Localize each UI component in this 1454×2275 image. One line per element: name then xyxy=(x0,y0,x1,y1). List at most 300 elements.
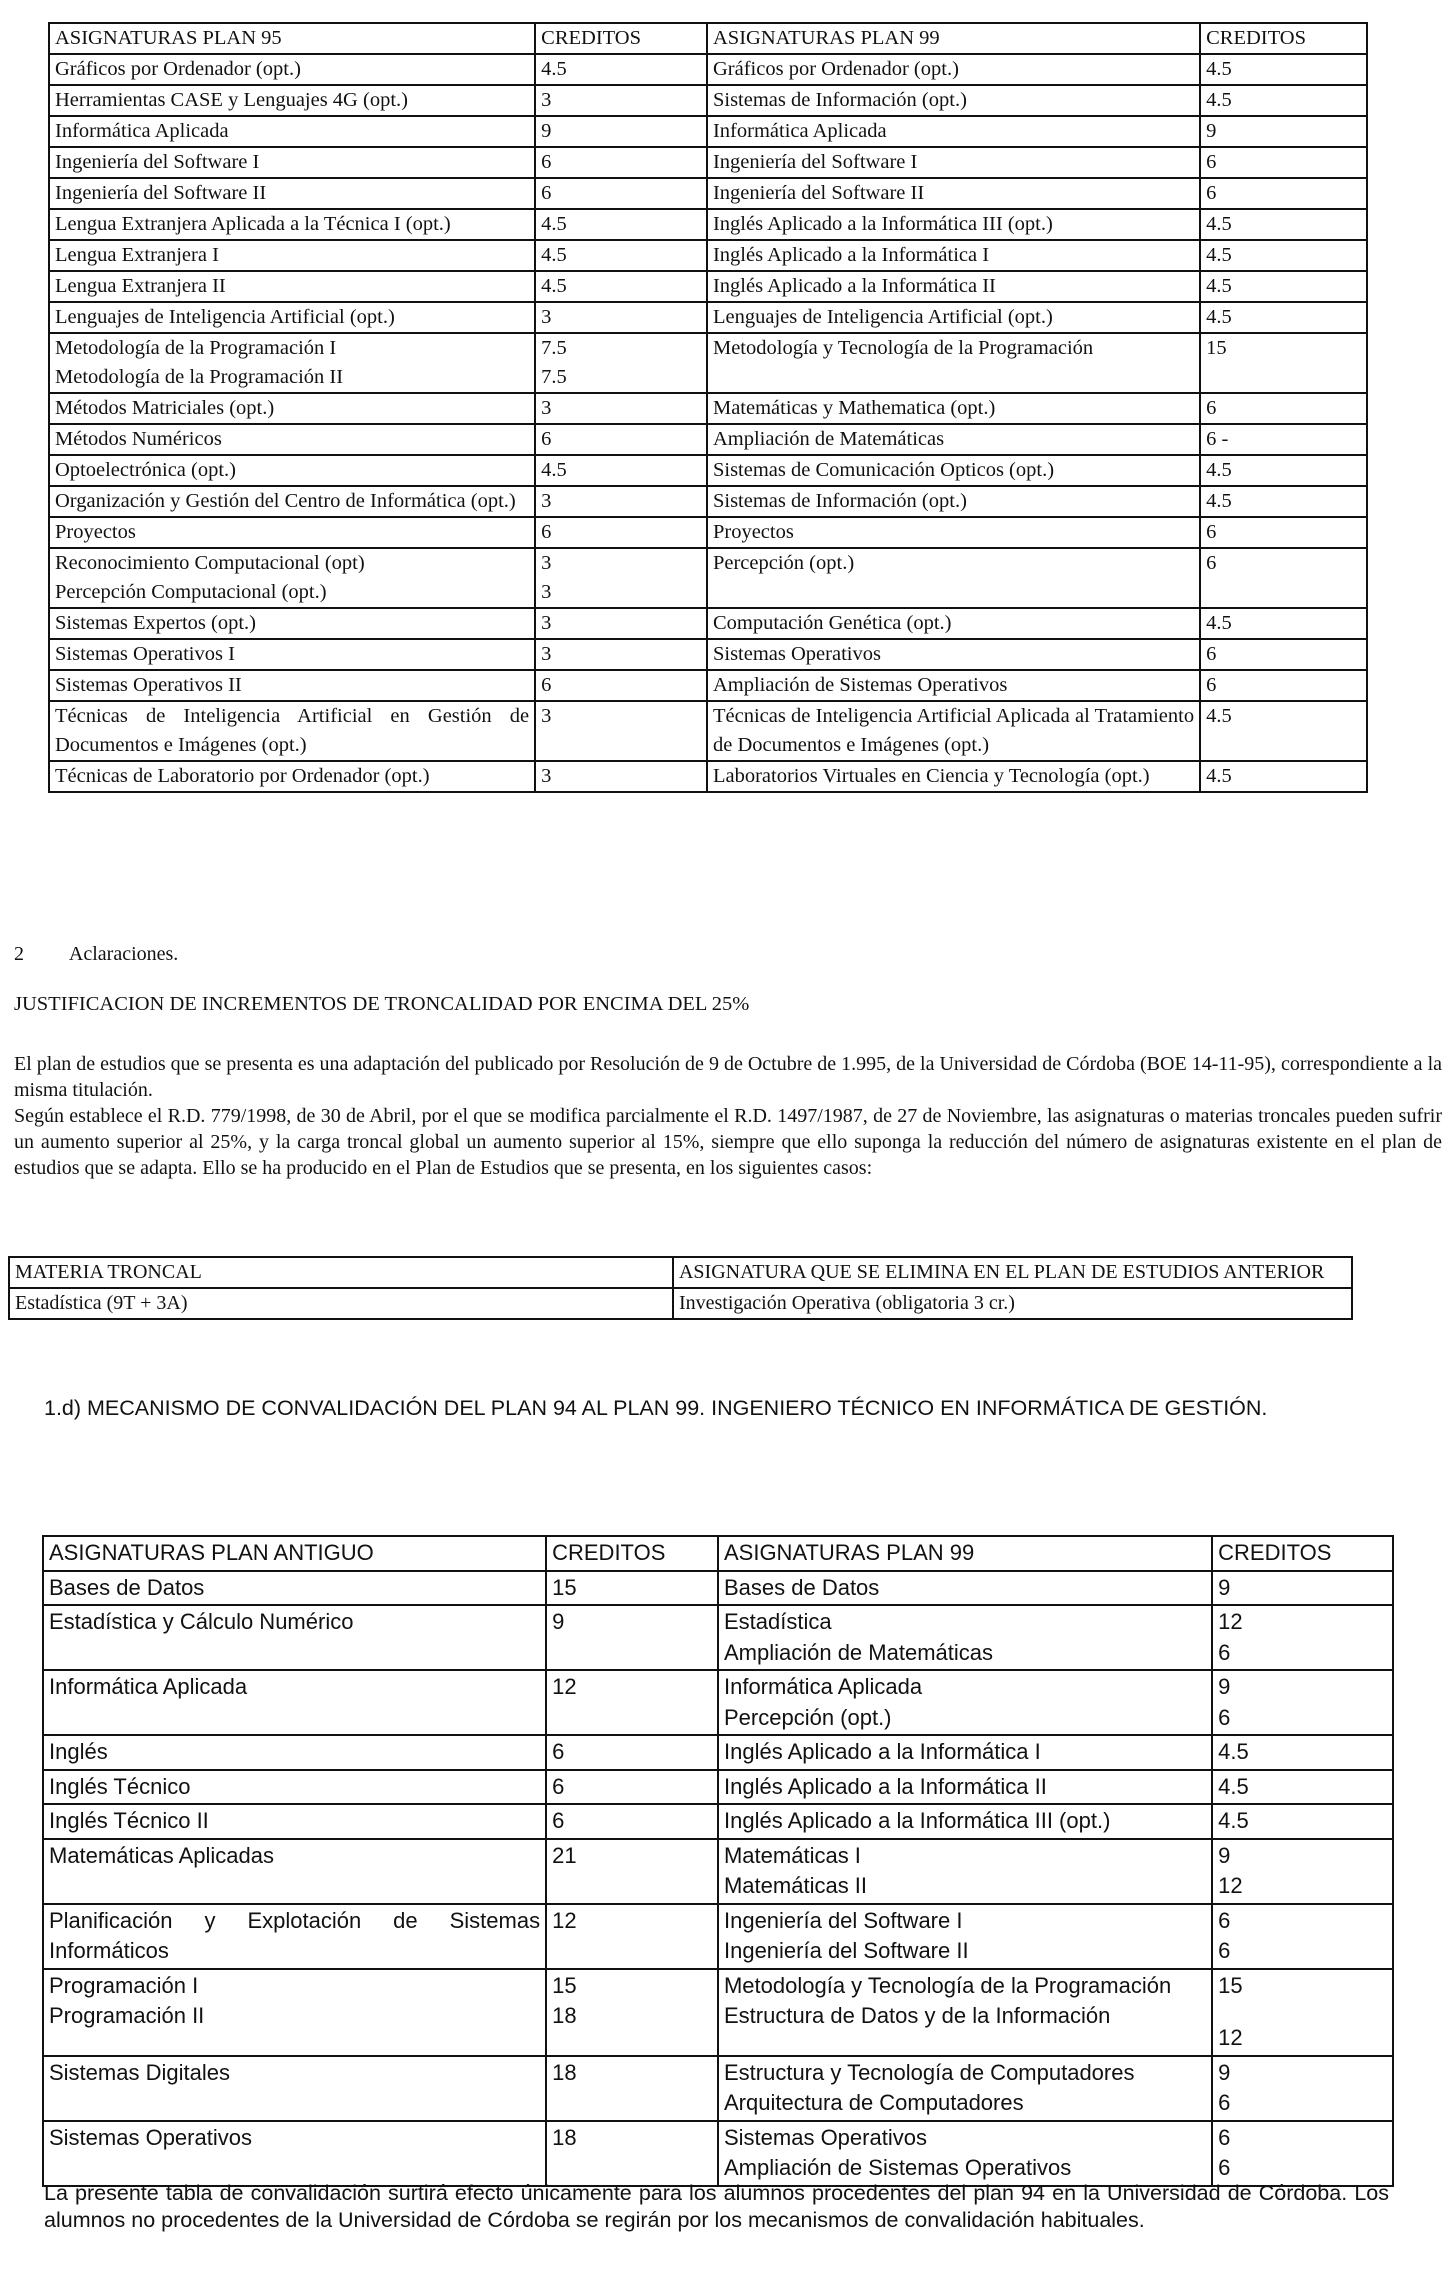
table-cell xyxy=(535,761,707,792)
column-header: ASIGNATURAS PLAN 99 xyxy=(718,1536,1212,1571)
cell-line: 12 xyxy=(1218,2025,1243,2050)
cell-line: Informática Aplicada xyxy=(55,120,229,142)
cell-line: Matemáticas y Mathematica (opt.) xyxy=(712,397,996,419)
table-cell xyxy=(1200,608,1367,639)
cell-line: Programación I xyxy=(49,1972,199,1998)
table-cell xyxy=(43,1735,546,1770)
cell-line: 6 xyxy=(541,151,552,173)
table-row xyxy=(43,2056,1393,2121)
table-cell xyxy=(546,2056,718,2121)
table-cell xyxy=(49,333,535,393)
cell-line: Técnicas de Inteligencia Artificial Aplicada al Tratamiento de Documentos e Imágenes (opt.) xyxy=(712,705,1195,756)
table-row xyxy=(49,147,1367,178)
cell-line: 3 xyxy=(541,397,552,419)
mechanism-heading xyxy=(44,1395,1404,1422)
cell-line: 4.5 xyxy=(1206,89,1232,111)
table-row xyxy=(43,2121,1393,2186)
table-cell xyxy=(535,54,707,85)
cell-line: Planificación y Explotación de Sistemas Informáticos xyxy=(49,1907,541,1963)
table-row xyxy=(49,54,1367,85)
cell-line: Inglés Aplicado a la Informática I xyxy=(723,1739,1041,1764)
table-cell xyxy=(49,701,535,761)
table-cell xyxy=(546,1670,718,1735)
table-cell xyxy=(43,1969,546,2056)
cell-line: Estructura de Datos y de la Información xyxy=(723,2003,1111,2028)
table-cell xyxy=(1212,1969,1393,2056)
table-row xyxy=(49,85,1367,116)
cell-line: Sistemas Expertos (opt.) xyxy=(55,612,256,634)
table-cell xyxy=(535,209,707,240)
cell-line: Ingeniería del Software I xyxy=(55,151,260,173)
table-cell xyxy=(546,2121,718,2186)
cell-line: Ampliación de Sistemas Operativos xyxy=(723,2155,1072,2180)
cell-line: 7.5 xyxy=(541,337,567,359)
table-cell xyxy=(546,1605,718,1670)
cell-line: Matemáticas Aplicadas xyxy=(49,1842,274,1868)
cell-line: Percepción (opt.) xyxy=(723,1704,892,1730)
section-title: Aclaraciones. xyxy=(68,943,179,965)
cell-line: 3 xyxy=(541,490,552,512)
table-cell xyxy=(535,333,707,393)
table-cell xyxy=(707,178,1200,209)
cell-line: Inglés Aplicado a la Informática I xyxy=(712,244,990,266)
table-cell xyxy=(535,670,707,701)
table-cell xyxy=(546,1904,718,1969)
table-cell xyxy=(49,54,535,85)
cell-line: Computación Genética (opt.) xyxy=(712,612,952,634)
table-cell xyxy=(535,393,707,424)
cell-line: Bases de Datos xyxy=(49,1574,205,1600)
table-cell xyxy=(43,1904,546,1969)
table-cell xyxy=(49,548,535,608)
column-header: CREDITOS xyxy=(1200,23,1367,54)
cell-line: 6 xyxy=(552,1808,565,1833)
table-cell xyxy=(535,424,707,455)
table-row xyxy=(43,1804,1393,1839)
table-cell xyxy=(49,178,535,209)
table-cell xyxy=(1212,1770,1393,1805)
table-cell xyxy=(718,2056,1212,2121)
table-cell xyxy=(49,147,535,178)
cell-line: Sistemas Digitales xyxy=(49,2059,230,2085)
cell-line: 6 xyxy=(1206,397,1217,419)
table-header-row xyxy=(43,1536,1393,1571)
cell-line: Informática Aplicada xyxy=(723,1674,923,1699)
table-row xyxy=(49,209,1367,240)
mechanism-heading-text: 1.d) MECANISMO DE CONVALIDACIÓN DEL PLAN 94 AL PLAN 99. INGENIERO TÉCNICO EN INFORMÁTICA DE GESTIÓN. xyxy=(44,1396,1268,1420)
closing-paragraph: La presente tabla de convalidación surtirá efecto únicamente para los alumnos procedentes del plan 94 en la Universidad de Córdoba. Los alumnos no procedentes de la Universidad de Córdoba se regirán por los mecanismos de convalidación habituales. xyxy=(44,2181,1389,2232)
table-row xyxy=(49,548,1367,608)
table-row xyxy=(43,1605,1393,1670)
table-cell xyxy=(1200,701,1367,761)
cell-line: Ampliación de Matemáticas xyxy=(723,1639,993,1665)
table-cell xyxy=(535,639,707,670)
table-cell xyxy=(49,761,535,792)
table-row xyxy=(43,1969,1393,2056)
table-cell xyxy=(43,1670,546,1735)
cell-line: 9 xyxy=(541,120,552,142)
column-header: MATERIA TRONCAL xyxy=(9,1257,673,1288)
table-cell xyxy=(1212,2121,1393,2186)
cell-line: 6 xyxy=(1218,2124,1231,2150)
cell-line: Herramientas CASE y Lenguajes 4G (opt.) xyxy=(55,89,408,111)
cell-line: Optoelectrónica (opt.) xyxy=(55,459,237,481)
cell-line: 4.5 xyxy=(1206,612,1232,634)
table-cell xyxy=(707,608,1200,639)
table-cell xyxy=(707,548,1200,608)
cell-line: 9 xyxy=(1206,120,1217,142)
table-cell xyxy=(49,85,535,116)
table-cell xyxy=(707,455,1200,486)
cell-line: Inglés Aplicado a la Informática III (opt.) xyxy=(723,1808,1111,1833)
section-heading xyxy=(14,943,178,966)
table-cell xyxy=(49,639,535,670)
cell-line: 4.5 xyxy=(1218,1773,1249,1799)
table-cell xyxy=(1212,1839,1393,1904)
cell-line: Matemáticas I xyxy=(723,1842,861,1868)
cell-line: Sistemas Operativos II xyxy=(55,674,242,696)
cell-line: 3 xyxy=(541,581,552,603)
table-cell xyxy=(49,302,535,333)
cell-line: 7.5 xyxy=(541,366,567,388)
table-cell xyxy=(707,761,1200,792)
table-row xyxy=(49,608,1367,639)
cell-line: 12 xyxy=(552,1907,577,1933)
cell-line: 6 xyxy=(552,1739,565,1764)
section-number: 2 xyxy=(14,943,24,965)
table-row xyxy=(43,1670,1393,1735)
table-cell xyxy=(718,1969,1212,2056)
table-cell xyxy=(535,302,707,333)
table-cell xyxy=(546,1770,718,1805)
table-cell xyxy=(707,639,1200,670)
table-cell xyxy=(718,1605,1212,1670)
table-cell xyxy=(1200,333,1367,393)
table-cell xyxy=(707,240,1200,271)
cell-line: Metodología de la Programación I xyxy=(55,337,337,359)
table-row xyxy=(49,701,1367,761)
cell-line: 6 xyxy=(1206,521,1217,543)
cell-line: 3 xyxy=(541,306,552,328)
cell-line: Informática Aplicada xyxy=(49,1674,248,1699)
table-row xyxy=(49,639,1367,670)
table-cell xyxy=(535,517,707,548)
table-cell xyxy=(1212,1605,1393,1670)
cell-line: 4.5 xyxy=(1206,765,1232,787)
cell-line: Metodología y Tecnología de la Programación xyxy=(712,337,1094,359)
cell-line: 12 xyxy=(1218,1609,1243,1634)
cell-line: 6 xyxy=(541,182,552,204)
table-cell xyxy=(535,455,707,486)
column-header: ASIGNATURA QUE SE ELIMINA EN EL PLAN DE ESTUDIOS ANTERIOR xyxy=(673,1257,1352,1288)
cell-line: Estadística xyxy=(723,1609,832,1634)
table-cell xyxy=(49,393,535,424)
table-cell xyxy=(546,1735,718,1770)
cell-line: 4.5 xyxy=(1206,213,1232,235)
cell-line: 6 xyxy=(1218,1639,1231,1665)
table-row xyxy=(49,393,1367,424)
table-cell xyxy=(535,486,707,517)
cell-line: 15 xyxy=(1206,337,1227,359)
cell-line: 4.5 xyxy=(1206,58,1232,80)
cell-line: 6 xyxy=(1206,151,1217,173)
cell-line: Estructura y Tecnología de Computadores xyxy=(723,2059,1135,2085)
cell-line: 18 xyxy=(552,2059,577,2085)
table-cell xyxy=(49,116,535,147)
cell-line: 6 xyxy=(552,1773,565,1799)
table-cell xyxy=(707,147,1200,178)
table-cell xyxy=(546,1804,718,1839)
table-row xyxy=(49,424,1367,455)
table-cell xyxy=(49,455,535,486)
cell-line: 9 xyxy=(1218,1674,1231,1699)
table-cell xyxy=(718,1571,1212,1606)
cell-line: Organización y Gestión del Centro de Informática (opt.) xyxy=(55,490,516,512)
table-cell xyxy=(43,2121,546,2186)
cell-line: 6 xyxy=(1218,1907,1231,1933)
cell-line: Inglés Aplicado a la Informática III (opt.) xyxy=(712,213,1053,235)
table-cell xyxy=(43,1770,546,1805)
table-cell xyxy=(707,517,1200,548)
table-header-row xyxy=(49,23,1367,54)
cell-line: 3 xyxy=(541,89,552,111)
table-cell xyxy=(49,486,535,517)
table-cell: Estadística (9T + 3A) xyxy=(9,1288,673,1319)
table-cell: Investigación Operativa (obligatoria 3 cr.) xyxy=(673,1288,1352,1319)
equivalence-table-plan95 xyxy=(48,22,1368,793)
cell-line: 15 xyxy=(1218,1972,1243,1998)
cell-line: 3 xyxy=(541,643,552,665)
table-cell xyxy=(535,116,707,147)
cell-line: 6 xyxy=(1218,2155,1231,2180)
cell-line: Reconocimiento Computacional (opt) xyxy=(55,552,365,574)
cell-line: Inglés Aplicado a la Informática II xyxy=(723,1773,1047,1799)
cell-line: Lengua Extranjera II xyxy=(55,275,226,297)
table-row xyxy=(49,333,1367,393)
table-cell xyxy=(535,240,707,271)
table-row xyxy=(49,486,1367,517)
table-cell xyxy=(546,1571,718,1606)
table-cell xyxy=(718,1670,1212,1735)
cell-line: 4.5 xyxy=(1206,490,1232,512)
cell-line: 6 xyxy=(541,428,552,450)
cell-line: Laboratorios Virtuales en Ciencia y Tecnología (opt.) xyxy=(712,765,1150,787)
column-header: CREDITOS xyxy=(1212,1536,1393,1571)
table-cell xyxy=(43,1804,546,1839)
table-cell xyxy=(707,209,1200,240)
table-row xyxy=(49,116,1367,147)
table-row xyxy=(49,271,1367,302)
table-row xyxy=(49,670,1367,701)
column-header: CREDITOS xyxy=(546,1536,718,1571)
cell-line: 4.5 xyxy=(1206,244,1232,266)
cell-line: 4.5 xyxy=(1218,1739,1249,1764)
table-cell xyxy=(1200,761,1367,792)
table-cell xyxy=(535,548,707,608)
table-cell xyxy=(546,1839,718,1904)
cell-line: 15 xyxy=(552,1574,577,1600)
table-row xyxy=(9,1288,1352,1319)
table-cell xyxy=(1200,455,1367,486)
table-cell xyxy=(535,271,707,302)
table-cell xyxy=(1212,1571,1393,1606)
cell-line: Inglés Técnico xyxy=(49,1773,191,1799)
table-cell xyxy=(43,2056,546,2121)
cell-line: 3 xyxy=(541,705,552,727)
table-cell xyxy=(43,1571,546,1606)
table-cell xyxy=(546,1969,718,2056)
table-row xyxy=(43,1904,1393,1969)
cell-line: Bases de Datos xyxy=(723,1574,880,1600)
cell-line: Metodología de la Programación II xyxy=(55,366,344,388)
table-cell xyxy=(49,271,535,302)
cell-line: 4.5 xyxy=(1206,306,1232,328)
column-header: CREDITOS xyxy=(535,23,707,54)
table-cell xyxy=(535,608,707,639)
table-cell xyxy=(707,333,1200,393)
table-cell xyxy=(1200,424,1367,455)
cell-line: Ingeniería del Software II xyxy=(723,1938,969,1963)
cell-line: 3 xyxy=(541,552,552,574)
cell-line: Informática Aplicada xyxy=(712,120,887,142)
cell-line: 4.5 xyxy=(541,58,567,80)
cell-line: 6 xyxy=(1218,1704,1231,1730)
cell-line: Lenguajes de Inteligencia Artificial (opt.) xyxy=(55,306,395,328)
table-cell xyxy=(49,209,535,240)
cell-line: 9 xyxy=(1218,1574,1231,1600)
cell-line: 6 xyxy=(1206,643,1217,665)
cell-line: 6 xyxy=(541,674,552,696)
cell-line: 4.5 xyxy=(1206,275,1232,297)
cell-line: 4.5 xyxy=(541,459,567,481)
cell-line: Métodos Numéricos xyxy=(55,428,222,450)
cell-line: Arquitectura de Computadores xyxy=(723,2090,1024,2115)
cell-line: Lenguajes de Inteligencia Artificial (opt.) xyxy=(712,306,1053,328)
troncal-table xyxy=(8,1256,1353,1320)
cell-line: Programación II xyxy=(49,2003,205,2028)
cell-line: Inglés Técnico II xyxy=(49,1808,209,1833)
table-cell xyxy=(707,701,1200,761)
table-row xyxy=(49,240,1367,271)
cell-line: Lengua Extranjera I xyxy=(55,244,219,266)
cell-line: 21 xyxy=(552,1842,577,1868)
cell-line: Ingeniería del Software II xyxy=(712,182,925,204)
cell-line: Métodos Matriciales (opt.) xyxy=(55,397,275,419)
cell-line: 4.5 xyxy=(1206,705,1232,727)
table-cell xyxy=(1200,147,1367,178)
cell-line: Sistemas Operativos I xyxy=(55,643,235,665)
cell-line: Proyectos xyxy=(712,521,794,543)
cell-line: 6 xyxy=(541,521,552,543)
table-header-row xyxy=(9,1257,1352,1288)
column-header: ASIGNATURAS PLAN ANTIGUO xyxy=(43,1536,546,1571)
table-row xyxy=(49,302,1367,333)
cell-line: Ampliación de Matemáticas xyxy=(712,428,945,450)
table-cell xyxy=(1200,85,1367,116)
table-cell xyxy=(707,393,1200,424)
cell-line: 6 xyxy=(1218,2090,1231,2115)
table-cell xyxy=(1200,670,1367,701)
cell-line: 6 xyxy=(1206,182,1217,204)
table-row xyxy=(49,178,1367,209)
cell-line: Ampliación de Sistemas Operativos xyxy=(712,674,1008,696)
cell-line: Sistemas Operativos xyxy=(712,643,881,665)
table-cell xyxy=(707,302,1200,333)
cell-line: 9 xyxy=(1218,2059,1231,2085)
table-row xyxy=(49,517,1367,548)
cell-line: Inglés Aplicado a la Informática II xyxy=(712,275,996,297)
cell-line: 6 xyxy=(1206,674,1217,696)
cell-line: Gráficos por Ordenador (opt.) xyxy=(712,58,959,80)
cell-line: Gráficos por Ordenador (opt.) xyxy=(55,58,301,80)
table-cell xyxy=(1212,2056,1393,2121)
column-header: ASIGNATURAS PLAN 95 xyxy=(49,23,535,54)
table-cell xyxy=(1212,1904,1393,1969)
cell-line: 4.5 xyxy=(1218,1808,1249,1833)
cell-line: Ingeniería del Software I xyxy=(712,151,918,173)
cell-line: Estadística y Cálculo Numérico xyxy=(49,1609,354,1634)
justification-heading: JUSTIFICACION DE INCREMENTOS DE TRONCALIDAD POR ENCIMA DEL 25% xyxy=(14,993,750,1015)
cell-line: 3 xyxy=(541,612,552,634)
cell-line: Sistemas de Comunicación Opticos (opt.) xyxy=(712,459,1055,481)
table-cell xyxy=(49,240,535,271)
table-row xyxy=(43,1770,1393,1805)
cell-line: Ingeniería del Software II xyxy=(55,182,267,204)
cell-line: Inglés xyxy=(49,1739,108,1764)
table-row xyxy=(43,1839,1393,1904)
cell-line: Técnicas de Laboratorio por Ordenador (opt.) xyxy=(55,765,430,787)
table-cell xyxy=(1200,548,1367,608)
table-cell xyxy=(49,608,535,639)
table-cell xyxy=(49,424,535,455)
table-cell xyxy=(535,178,707,209)
table-cell xyxy=(535,701,707,761)
cell-line: 4.5 xyxy=(541,244,567,266)
table-cell xyxy=(718,1804,1212,1839)
table-cell xyxy=(1200,393,1367,424)
table-cell xyxy=(1200,178,1367,209)
table-row xyxy=(49,455,1367,486)
cell-line: Percepción Computacional (opt.) xyxy=(55,581,327,603)
cell-line: 12 xyxy=(552,1674,577,1699)
cell-line: 18 xyxy=(552,2003,577,2028)
cell-line: Ingeniería del Software I xyxy=(723,1907,963,1933)
table-cell xyxy=(49,670,535,701)
table-cell xyxy=(1212,1804,1393,1839)
table-cell xyxy=(1200,271,1367,302)
table-cell xyxy=(718,2121,1212,2186)
cell-line: Técnicas de Inteligencia Artificial en Gestión de Documentos e Imágenes (opt.) xyxy=(55,705,530,756)
table-cell xyxy=(707,670,1200,701)
table-cell xyxy=(707,271,1200,302)
paragraph-2: Según establece el R.D. 779/1998, de 30 de Abril, por el que se modifica parcialmente el R.D. 1497/1987, de 27 de Noviembre, las asignaturas o materias troncales pueden sufrir un aumento superior al 25%, y la carga troncal global un aumento superior al 15%, siempre que ello suponga la reducción del número de asignaturas existente en el plan de estudios que se adapta. Ello se ha producido en el Plan de Estudios que se presenta, en los siguientes casos: xyxy=(14,1105,1442,1179)
cell-line: 4.5 xyxy=(541,213,567,235)
cell-line: Metodología y Tecnología de la Programación xyxy=(723,1972,1172,1998)
cell-line: Lengua Extranjera Aplicada a la Técnica I (opt.) xyxy=(55,213,451,235)
cell-line: 6 xyxy=(1218,1938,1231,1963)
cell-line: Sistemas Operativos xyxy=(49,2124,252,2150)
table-cell xyxy=(1200,302,1367,333)
cell-line: Percepción (opt.) xyxy=(712,552,855,574)
table-cell xyxy=(1212,1670,1393,1735)
table-cell xyxy=(707,116,1200,147)
table-cell xyxy=(1200,639,1367,670)
cell-line: 6 xyxy=(1206,552,1217,574)
table-cell xyxy=(707,85,1200,116)
cell-line: 9 xyxy=(552,1609,565,1634)
table-cell xyxy=(1200,54,1367,85)
table-cell xyxy=(1200,486,1367,517)
